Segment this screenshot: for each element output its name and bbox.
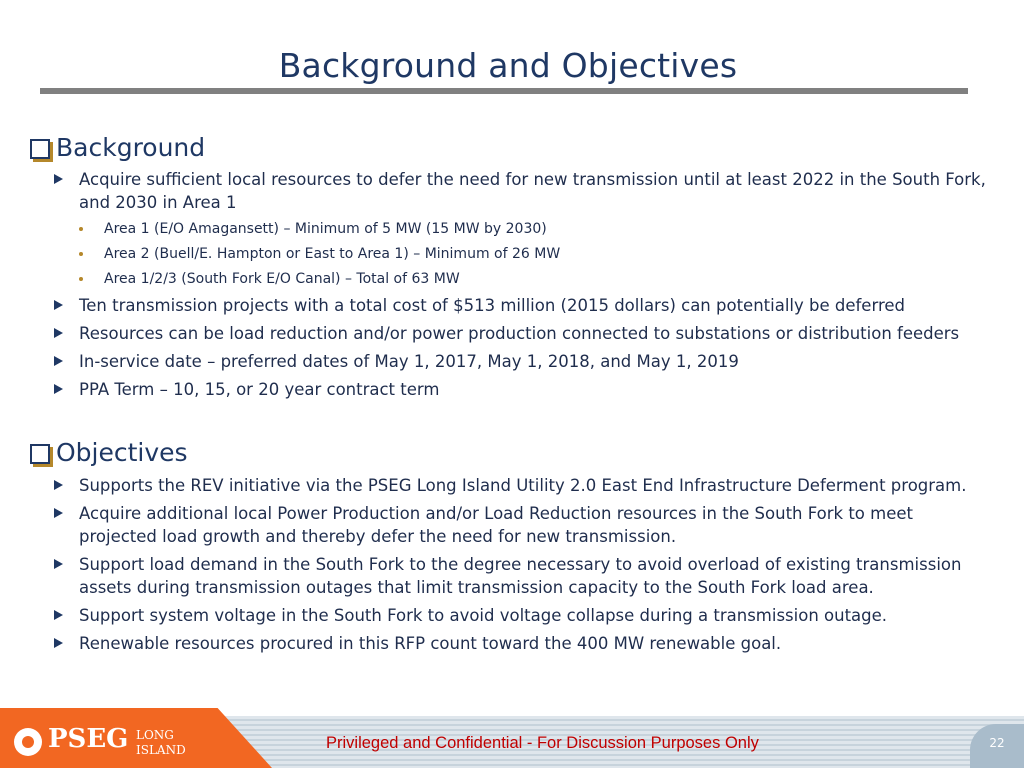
footer-bar [0, 708, 1024, 768]
list-item [54, 168, 994, 214]
arrow-bullet-icon [54, 356, 63, 366]
logo-subtitle-line2: ISLAND [136, 743, 186, 757]
background-heading [30, 133, 205, 162]
checkbox-bullet-icon [30, 139, 50, 159]
list-item-text: Ten transmission projects with a total cost of $513 million (2015 dollars) can potentially be deferred [79, 296, 905, 315]
list-item [54, 553, 994, 599]
pseg-sun-logo-icon [14, 728, 42, 756]
list-item-text: Resources can be load reduction and/or power production connected to substations or distribution feeders [79, 324, 960, 343]
sub-list-item [54, 244, 994, 264]
dot-bullet-icon [79, 252, 83, 256]
list-item-text: Support load demand in the South Fork to the degree necessary to avoid overload of existing transmission assets during transmission outages that limit transmission capacity to the South Fork load area. [79, 555, 962, 597]
objectives-heading [30, 438, 188, 467]
list-item [54, 378, 994, 401]
sub-list-item-text: Area 1/2/3 (South Fork E/O Canal) – Total of 63 MW [104, 271, 460, 287]
arrow-bullet-icon [54, 638, 63, 648]
objectives-heading-text: Objectives [56, 438, 188, 467]
list-item [54, 350, 994, 373]
list-item [54, 604, 994, 627]
list-item [54, 632, 994, 655]
arrow-bullet-icon [54, 328, 63, 338]
list-item-text: Renewable resources procured in this RFP count toward the 400 MW renewable goal. [79, 634, 782, 653]
confidentiality-notice: Privileged and Confidential - For Discussion Purposes Only [326, 734, 759, 752]
arrow-bullet-icon [54, 174, 63, 184]
sub-list-item-text: Area 2 (Buell/E. Hampton or East to Area 1) – Minimum of 26 MW [104, 246, 561, 262]
logo-subtitle-line1: LONG [136, 728, 174, 742]
arrow-bullet-icon [54, 559, 63, 569]
page-number: 22 [989, 736, 1005, 750]
list-item [54, 502, 994, 548]
list-item [54, 474, 994, 497]
logo-wordmark: PSEG [48, 724, 129, 754]
dot-bullet-icon [79, 277, 83, 281]
logo-subtitle [136, 728, 186, 758]
sub-list-item [54, 269, 994, 289]
arrow-bullet-icon [54, 508, 63, 518]
sub-list-item-text: Area 1 (E/O Amagansett) – Minimum of 5 MW (15 MW by 2030) [104, 221, 547, 237]
list-item-text: Acquire sufficient local resources to defer the need for new transmission until at least 2022 in the South Fork, and 2030 in Area 1 [79, 170, 986, 212]
arrow-bullet-icon [54, 610, 63, 620]
background-heading-text: Background [56, 133, 206, 162]
slide-title: Background and Objectives [278, 46, 738, 85]
checkbox-bullet-icon [30, 444, 50, 464]
list-item-text: PPA Term – 10, 15, or 20 year contract term [79, 380, 440, 399]
sub-list-item [54, 219, 994, 239]
list-item [54, 294, 994, 317]
arrow-bullet-icon [54, 300, 63, 310]
background-list [54, 168, 994, 406]
dot-bullet-icon [79, 227, 83, 231]
arrow-bullet-icon [54, 480, 63, 490]
list-item-text: Acquire additional local Power Production and/or Load Reduction resources in the South Fork to meet projected load growth and thereby defer the need for new transmission. [79, 504, 913, 546]
list-item-text: Support system voltage in the South Fork to avoid voltage collapse during a transmission outage. [79, 606, 888, 625]
sun-core [22, 736, 34, 748]
title-divider [40, 88, 968, 94]
arrow-bullet-icon [54, 384, 63, 394]
list-item [54, 322, 994, 345]
list-item-text: In-service date – preferred dates of May 1, 2017, May 1, 2018, and May 1, 2019 [79, 352, 739, 371]
objectives-list [54, 474, 994, 660]
list-item-text: Supports the REV initiative via the PSEG Long Island Utility 2.0 East End Infrastructure Deferment program. [79, 476, 967, 495]
